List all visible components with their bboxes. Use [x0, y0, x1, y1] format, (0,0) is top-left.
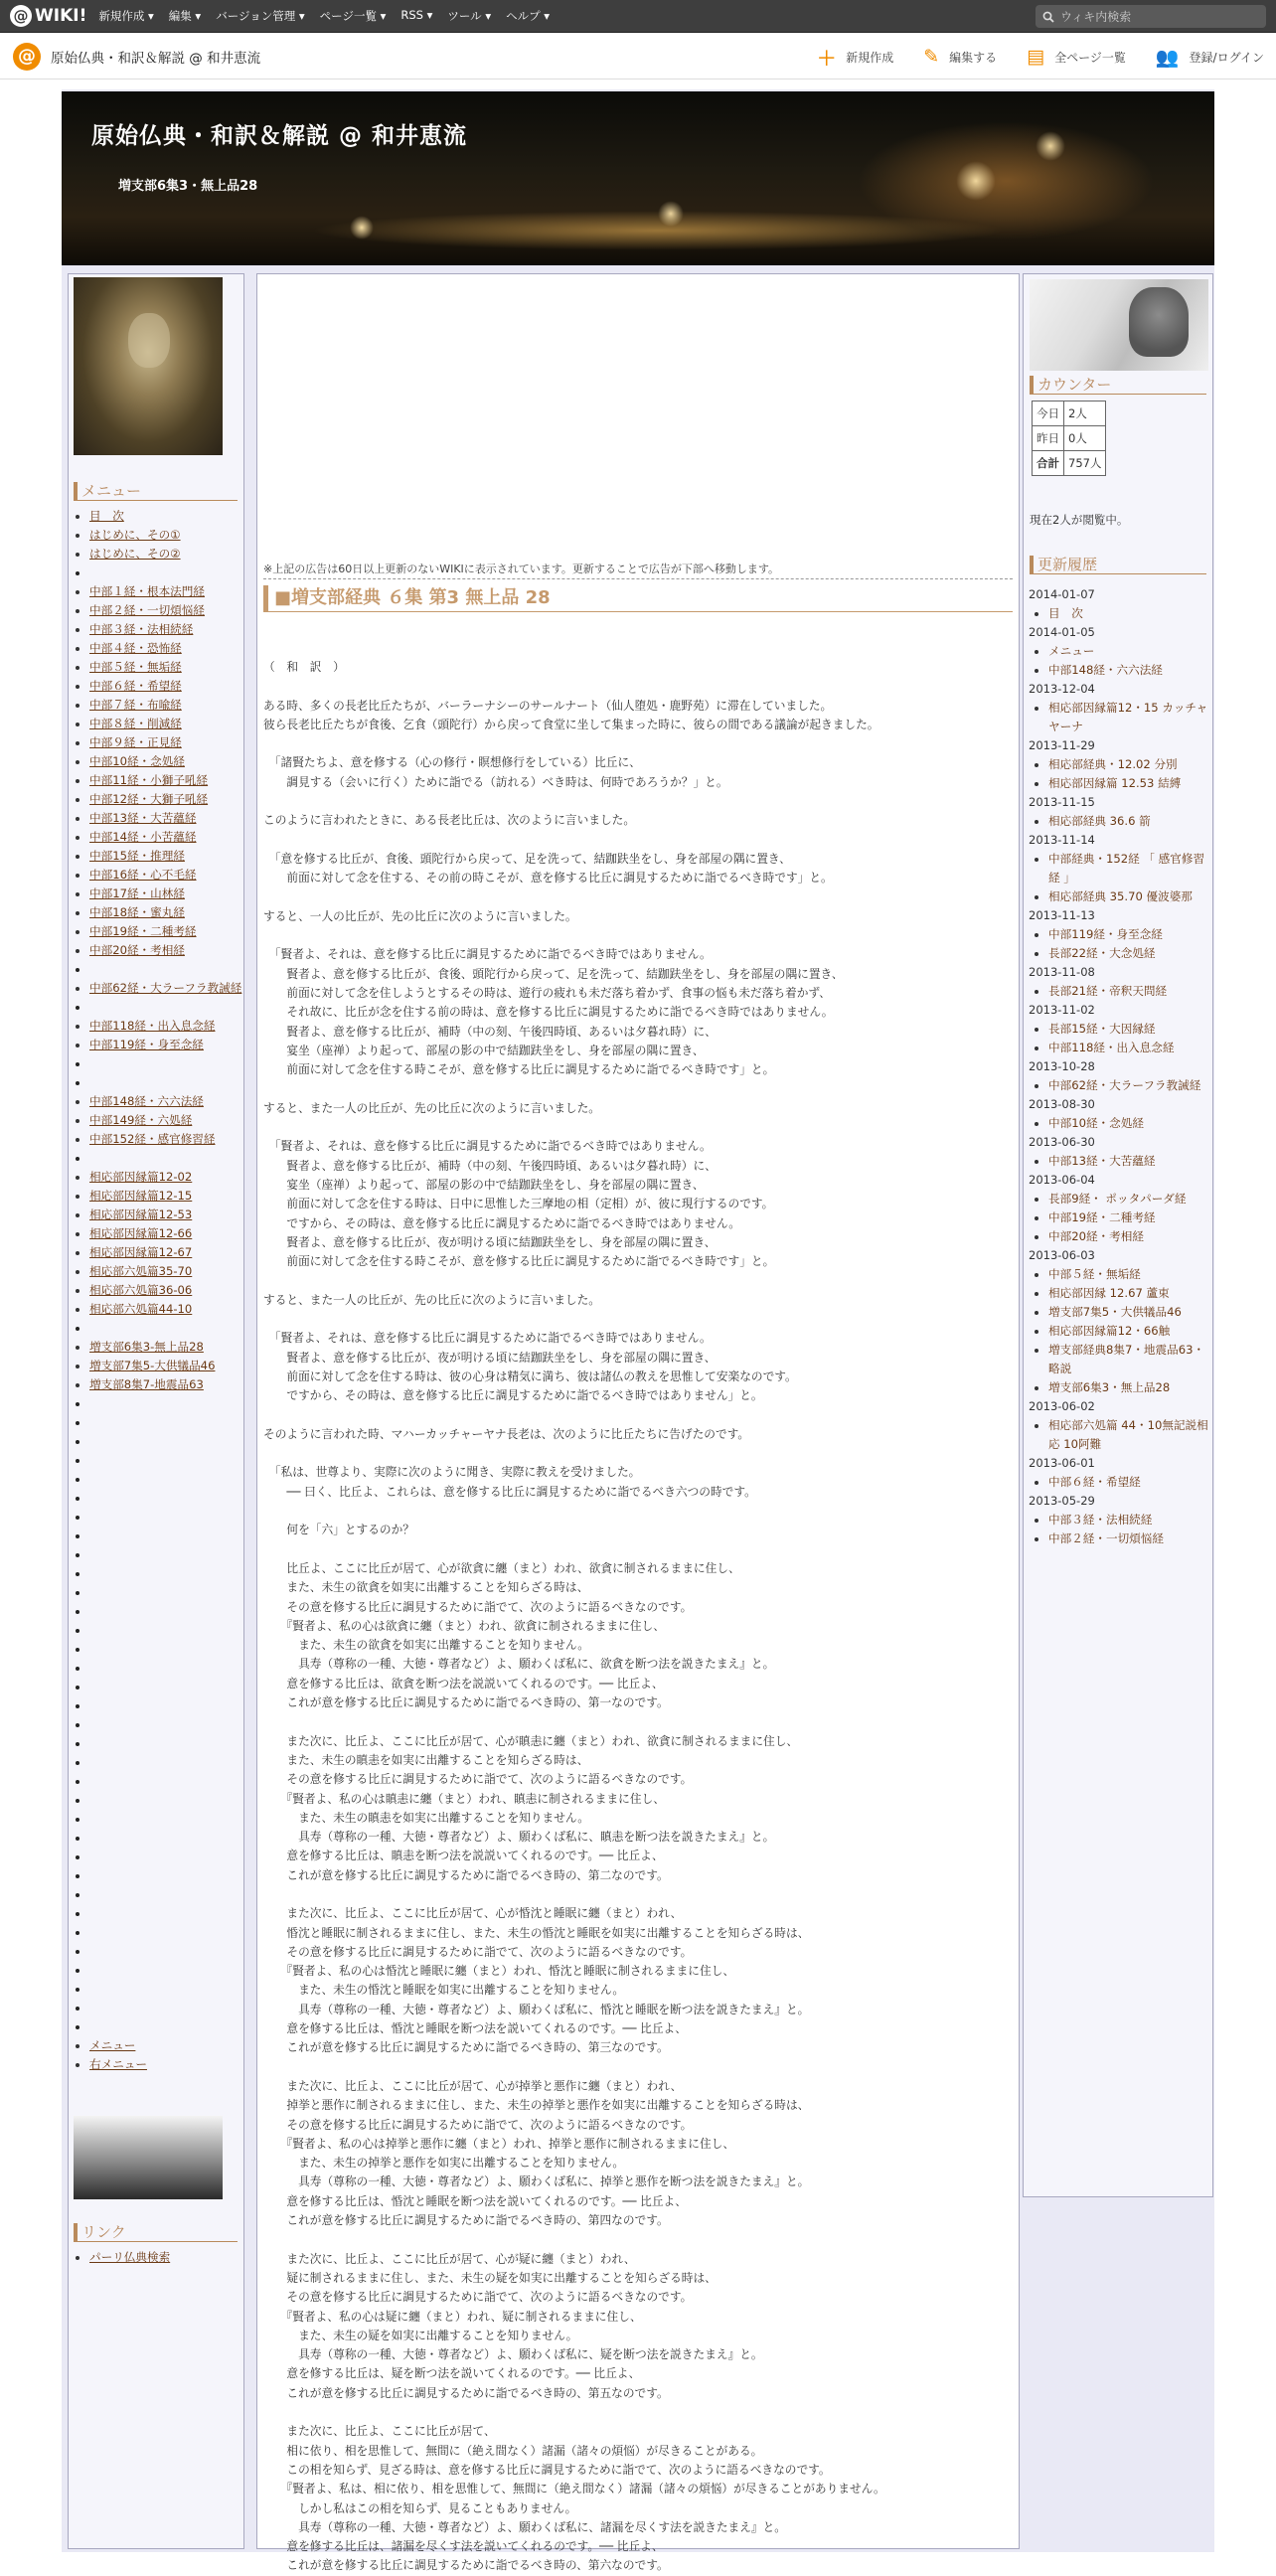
menu-item — [89, 1394, 243, 1413]
wiki-search — [1036, 5, 1266, 28]
banner-title[interactable]: 原始仏典・和訳＆解説 @ 和井恵流 — [91, 123, 468, 149]
menu-link[interactable]: 相応部六処篇35-70 — [89, 1264, 193, 1278]
history-date: 2013-05-29 — [1029, 1494, 1095, 1508]
menu-item — [89, 922, 243, 941]
menu-item — [89, 998, 243, 1017]
now-reading: 現在2人が閲覧中。 — [1030, 513, 1129, 527]
menu-link[interactable]: メニュー — [89, 2038, 136, 2052]
menu-item — [89, 2055, 243, 2074]
history-list — [1024, 699, 1212, 736]
all-pages-button[interactable] — [1027, 46, 1126, 68]
menu-item — [89, 1999, 243, 2017]
menu-link[interactable]: 目 次 — [89, 509, 124, 523]
history-date: 2013-08-30 — [1029, 1097, 1095, 1111]
history-date: 2013-11-02 — [1029, 1003, 1095, 1017]
history-link[interactable]: 相応部因縁篇 12.53 結縛 — [1048, 776, 1182, 790]
login-button[interactable] — [1156, 46, 1264, 69]
history-link[interactable]: 相応部経典 36.6 箭 — [1048, 814, 1151, 828]
menu-link[interactable]: 相応部因縁篇12-67 — [89, 1245, 193, 1259]
history-item — [1048, 1530, 1212, 1548]
buddha-image — [74, 277, 223, 455]
history-item — [1048, 1416, 1212, 1454]
new-page-button[interactable] — [817, 44, 893, 71]
counter-heading: カウンター — [1030, 376, 1206, 395]
update-history — [1024, 585, 1212, 1548]
menu-item — [89, 866, 243, 885]
plus-icon: ＋ — [817, 47, 837, 70]
menu-link[interactable]: 増支部8集7-地震品63 — [89, 1377, 204, 1391]
history-list — [1024, 925, 1212, 963]
history-item — [1048, 850, 1212, 887]
menu-item — [89, 752, 243, 771]
menu-link[interactable]: 中部11経・小獅子吼経 — [89, 773, 209, 787]
menu-item — [89, 1036, 243, 1054]
left-menu-list — [69, 507, 243, 2074]
history-item — [1048, 1322, 1212, 1341]
counter-label: 今日 — [1033, 402, 1064, 426]
menu-link[interactable]: 中部118経・出入息念経 — [89, 1019, 216, 1033]
counter-row — [1033, 402, 1106, 426]
history-item — [1048, 887, 1212, 906]
menu-link[interactable]: 中部９経・正見経 — [89, 735, 182, 749]
history-link[interactable]: 中部10経・念処経 — [1048, 1116, 1144, 1130]
menu-item — [89, 1734, 243, 1753]
menu-item — [89, 903, 243, 922]
history-link[interactable]: 相応部経典 35.70 優波婆那 — [1048, 889, 1193, 903]
history-list — [1024, 1265, 1212, 1397]
history-link[interactable]: 中部19経・二種考経 — [1048, 1210, 1156, 1224]
menu-link[interactable]: 相応部六処篇36-06 — [89, 1283, 193, 1297]
menu-link[interactable]: 相応部因縁篇12-66 — [89, 1226, 193, 1240]
history-item — [1048, 1114, 1212, 1133]
document-icon: ▤ — [1027, 46, 1045, 68]
menu-link[interactable]: 中部５経・無垢経 — [89, 660, 182, 674]
history-item — [1048, 925, 1212, 944]
history-list — [1024, 850, 1212, 906]
menu-item — [89, 1942, 243, 1961]
history-item — [1048, 1473, 1212, 1492]
menu-item — [89, 790, 243, 809]
menu-item — [89, 1791, 243, 1810]
menu-item — [89, 1300, 243, 1319]
banner-page-subtitle: 増支部6集3・無上品28 — [118, 179, 258, 194]
history-date: 2013-11-29 — [1029, 738, 1095, 752]
menu-item — [89, 1206, 243, 1224]
divider — [263, 578, 1013, 579]
link-pali-search[interactable]: パーリ仏典検索 — [89, 2250, 171, 2264]
right-sidebar — [1023, 273, 1213, 2197]
cat-image — [1030, 279, 1208, 371]
menu-item — [89, 1130, 243, 1149]
history-item — [1048, 1341, 1212, 1378]
history-link[interactable]: 中部13経・大苦蘊経 — [1048, 1154, 1156, 1168]
history-link[interactable]: 長部9経・ ポッタパーダ経 — [1048, 1192, 1187, 1206]
menu-item — [89, 1338, 243, 1357]
history-item — [1048, 1020, 1212, 1039]
history-link[interactable]: 中部５経・無垢経 — [1048, 1267, 1141, 1281]
history-list — [1024, 982, 1212, 1001]
history-link[interactable]: 中部経典・152経 「 感官修習経 」 — [1048, 852, 1205, 885]
history-item — [1048, 604, 1212, 623]
menu-item — [89, 1281, 243, 1300]
menu-link[interactable]: 中部８経・削減経 — [89, 717, 182, 730]
menu-item — [89, 715, 243, 733]
menu-link[interactable]: 中部１経・根本法門経 — [89, 584, 205, 598]
history-item — [1048, 1303, 1212, 1322]
history-list — [1024, 1473, 1212, 1492]
history-date: 2013-11-14 — [1029, 833, 1095, 847]
search-input[interactable] — [1060, 10, 1249, 24]
menu-link[interactable]: 中部６経・希望経 — [89, 679, 182, 693]
menu-item — [89, 1149, 243, 1168]
history-date: 2013-06-02 — [1029, 1399, 1095, 1413]
menu-item — [89, 1187, 243, 1206]
history-link[interactable]: 中部148経・六六法経 — [1048, 663, 1163, 677]
counter-row — [1033, 451, 1106, 476]
history-list — [1024, 755, 1212, 793]
history-item — [1048, 1039, 1212, 1057]
menu-item — [89, 1375, 243, 1394]
history-item — [1048, 642, 1212, 661]
history-date: 2013-10-28 — [1029, 1059, 1095, 1073]
menu-link[interactable]: 相応部因縁篇12-15 — [89, 1189, 193, 1203]
history-link[interactable]: 長部21経・帝釈天問経 — [1048, 984, 1168, 998]
left-sidebar — [68, 273, 244, 2549]
menu-link[interactable]: 中部18経・蜜丸経 — [89, 905, 185, 919]
counter-table — [1032, 401, 1106, 476]
menu-link[interactable]: 中部119経・身至念経 — [89, 1038, 204, 1051]
history-heading[interactable]: 更新履歴 — [1030, 556, 1206, 574]
menu-item — [89, 771, 243, 790]
menu-item — [89, 1357, 243, 1375]
menu-link[interactable]: 中部148経・六六法経 — [89, 1094, 204, 1108]
menu-link[interactable]: 中部12経・大獅子吼経 — [89, 792, 209, 806]
menu-item — [89, 1319, 243, 1338]
menu-item — [89, 733, 243, 752]
history-item — [1048, 944, 1212, 963]
nav-tools[interactable]: ツール ▾ — [447, 9, 492, 23]
menu-item — [89, 564, 243, 582]
menu-item — [89, 1753, 243, 1772]
menu-item — [89, 1640, 243, 1659]
menu-link[interactable]: 相応部因縁篇12-02 — [89, 1170, 193, 1184]
top-nav-menu — [98, 8, 564, 24]
menu-item — [89, 1885, 243, 1904]
history-list — [1024, 1416, 1212, 1454]
menu-item — [89, 1168, 243, 1187]
history-item — [1048, 1265, 1212, 1284]
menu-item — [89, 1451, 243, 1470]
menu-item — [89, 2017, 243, 2036]
history-date: 2013-11-13 — [1029, 908, 1095, 922]
history-item — [1048, 1284, 1212, 1303]
menu-link[interactable]: 増支部6集3-無上品28 — [89, 1340, 204, 1354]
menu-link[interactable]: 中部14経・小苦蘊経 — [89, 830, 197, 844]
history-item — [1048, 982, 1212, 1001]
history-item — [1048, 812, 1212, 831]
history-list — [1024, 812, 1212, 831]
history-link[interactable]: 長部22経・大念処経 — [1048, 946, 1156, 960]
menu-link[interactable]: はじめに、その② — [89, 547, 181, 561]
history-list — [1024, 1152, 1212, 1171]
edit-button[interactable] — [923, 46, 997, 68]
menu-item — [89, 809, 243, 828]
history-link[interactable]: 増支部7集5・大供犠品46 — [1048, 1305, 1182, 1319]
main-content — [256, 273, 1020, 2573]
history-list — [1024, 642, 1212, 680]
menu-link[interactable]: 中部152経・感官修習経 — [89, 1132, 216, 1146]
menu-item — [89, 677, 243, 696]
wiki-title-bar — [0, 34, 1276, 80]
links-list — [69, 2248, 243, 2267]
menu-item — [89, 526, 243, 545]
nav-new[interactable]: 新規作成 ▾ — [98, 9, 154, 23]
history-link[interactable]: 中部119経・身至念経 — [1048, 927, 1163, 941]
menu-link[interactable]: 中部149経・六処経 — [89, 1113, 193, 1127]
menu-item — [89, 1054, 243, 1073]
history-item — [1048, 774, 1212, 793]
menu-item — [89, 507, 243, 526]
menu-item — [89, 1545, 243, 1564]
history-date: 2013-11-08 — [1029, 965, 1095, 979]
top-navbar — [0, 0, 1276, 33]
login-label: 登録/ログイン — [1189, 50, 1264, 65]
wiki-at-logo-icon[interactable]: @ — [13, 43, 41, 71]
history-link[interactable]: 中部62経・大ラーフラ教誡経 — [1048, 1078, 1201, 1092]
menu-item — [89, 1432, 243, 1451]
history-link[interactable]: 長部15経・大因縁経 — [1048, 1022, 1156, 1036]
menu-link[interactable]: 中部13経・大苦蘊経 — [89, 811, 197, 825]
all-pages-label: 全ページ一覧 — [1054, 50, 1126, 65]
menu-item — [89, 1904, 243, 1923]
history-date: 2013-06-30 — [1029, 1135, 1095, 1149]
wiki-logo-text: WIKI! — [35, 6, 87, 26]
menu-item — [89, 828, 243, 847]
history-date: 2013-11-15 — [1029, 795, 1095, 809]
history-item — [1048, 1208, 1212, 1227]
menu-item — [89, 1017, 243, 1036]
history-item — [1048, 1511, 1212, 1530]
menu-item — [89, 1678, 243, 1696]
menu-link[interactable]: 中部７経・布喩経 — [89, 698, 182, 712]
history-item — [1048, 1227, 1212, 1246]
menu-link[interactable]: はじめに、その① — [89, 528, 181, 542]
history-date: 2013-06-03 — [1029, 1248, 1095, 1262]
history-date: 2014-01-05 — [1029, 625, 1095, 639]
history-item — [1048, 1076, 1212, 1095]
menu-heading: メニュー — [74, 482, 238, 501]
history-link[interactable]: 相応部因縁 12.67 蘆束 — [1048, 1286, 1170, 1300]
counter-value: 0人 — [1064, 426, 1106, 451]
menu-link[interactable]: 右メニュー — [89, 2057, 147, 2071]
menu-item — [89, 2036, 243, 2055]
menu-item — [89, 1413, 243, 1432]
menu-item — [89, 639, 243, 658]
history-list — [1024, 1020, 1212, 1057]
menu-link[interactable]: 中部15経・推理経 — [89, 849, 185, 863]
menu-item — [89, 1829, 243, 1848]
landscape-image — [74, 2116, 223, 2199]
history-date: 2013-06-04 — [1029, 1173, 1095, 1187]
menu-item — [89, 658, 243, 677]
counter-value: 757人 — [1064, 451, 1106, 476]
menu-item — [89, 847, 243, 866]
menu-item — [89, 1073, 243, 1092]
menu-link[interactable]: 中部10経・念処経 — [89, 754, 185, 768]
counter-label: 昨日 — [1033, 426, 1064, 451]
history-link[interactable]: 増支部経典8集7・地震品63・略説 — [1048, 1343, 1205, 1375]
history-link[interactable]: 相応部因縁篇12・15 カッチャヤーナ — [1048, 701, 1208, 733]
history-list — [1024, 604, 1212, 623]
wiki-site-title[interactable]: 原始仏典・和訳＆解説 @ 和井恵流 — [51, 50, 261, 67]
menu-item — [89, 1980, 243, 1999]
menu-item — [89, 1715, 243, 1734]
site-header-banner — [62, 91, 1214, 265]
page-frame — [62, 89, 1214, 2573]
menu-item — [89, 1564, 243, 1583]
menu-item — [89, 1111, 243, 1130]
menu-link[interactable]: 中部４経・恐怖経 — [89, 641, 182, 655]
menu-item — [89, 545, 243, 564]
counter-row — [1033, 426, 1106, 451]
menu-item — [89, 1092, 243, 1111]
nav-rss[interactable]: RSS ▾ — [400, 8, 433, 22]
menu-link[interactable]: 中部62経・大ラーフラ教誡経 — [89, 981, 242, 995]
menu-item — [89, 620, 243, 639]
menu-item — [89, 960, 243, 979]
menu-item — [89, 1866, 243, 1885]
history-date: 2013-06-01 — [1029, 1456, 1095, 1470]
nav-page-list[interactable]: ページ一覧 ▾ — [319, 9, 387, 23]
history-link[interactable]: 中部20経・考相経 — [1048, 1229, 1144, 1243]
history-link[interactable]: 中部118経・出入息念経 — [1048, 1041, 1175, 1054]
history-link[interactable]: 相応部経典・12.02 分別 — [1048, 757, 1178, 771]
history-list — [1024, 1076, 1212, 1095]
menu-item — [89, 885, 243, 903]
history-item — [1048, 755, 1212, 774]
history-link[interactable]: 中部２経・一切煩悩経 — [1048, 1531, 1164, 1545]
history-list — [1024, 1114, 1212, 1133]
menu-item — [89, 1696, 243, 1715]
history-list — [1024, 1511, 1212, 1548]
nav-version[interactable]: バージョン管理 ▾ — [216, 9, 305, 23]
page-title: ■増支部経典 ６集 第3 無上品 28 — [263, 585, 1013, 612]
menu-link[interactable]: 中部３経・法相続経 — [89, 622, 194, 636]
menu-item — [89, 1527, 243, 1545]
counter-label: 合計 — [1033, 451, 1064, 476]
at-icon: @ — [10, 5, 32, 27]
menu-item — [89, 582, 243, 601]
history-link[interactable]: メニュー — [1048, 644, 1095, 658]
menu-link[interactable]: 中部16経・心不毛経 — [89, 868, 197, 882]
new-page-label: 新規作成 — [846, 50, 894, 65]
menu-item — [89, 1470, 243, 1489]
wiki-logo[interactable] — [10, 0, 86, 33]
wiki-actions — [787, 34, 1264, 80]
menu-item — [89, 1508, 243, 1527]
history-item — [1048, 1378, 1212, 1397]
menu-item — [89, 1224, 243, 1243]
history-link[interactable]: 相応部六処篇 44・10無記説相応 10阿難 — [1048, 1418, 1208, 1451]
menu-item — [89, 1602, 243, 1621]
history-item — [1048, 1190, 1212, 1208]
nav-help[interactable]: ヘルプ ▾ — [506, 9, 551, 23]
edit-label: 編集する — [949, 50, 998, 65]
menu-item — [89, 1923, 243, 1942]
nav-edit[interactable]: 編集 ▾ — [168, 9, 202, 23]
history-date: 2013-12-04 — [1029, 682, 1095, 696]
menu-item — [89, 941, 243, 960]
menu-item — [89, 696, 243, 715]
menu-item — [89, 1961, 243, 1980]
menu-item — [89, 1810, 243, 1829]
search-icon — [1042, 11, 1054, 23]
menu-item — [89, 601, 243, 620]
menu-item — [89, 1772, 243, 1791]
ad-space — [257, 274, 1019, 563]
history-link[interactable]: 増支部6集3・無上品28 — [1048, 1380, 1171, 1394]
history-link[interactable]: 中部３経・法相続経 — [1048, 1513, 1153, 1527]
translation-text: （ 和 訳 ） ある時、多くの長老比丘たちが、バーラーナシーのサールナート（仙人堕処・鹿野苑）に滞在していました。 彼ら長老比丘たちが食後、乞食（頭陀行）から戻って食堂に坐して集まった時に、彼らの間である議論が起きました。 「諸賢たちよ、意を修する（心の修行・瞑想修行をしている）比丘に、 調見する（会いに行く）ために詣でる（訪れる）べき時は、何時であろうか？」と。 このように言われたときに、ある長老比丘は、次のように言いました。 「意を修する比丘が、食後、頭陀行から戻って、足を洗って、結跏趺坐をし、身を部屋の隅に置き、 前面に対して念を住する、その前の時こそが、意を修する比丘に調見するために詣でるべき時です」と。 すると、一人の比丘が、先の比丘に次のように言いました。 「賢者よ、それは、意を修する比丘に調見するために詣でるべき時ではありません。 賢者よ、意を修する比丘が、食後、頭陀行から戻って、足を洗って、結跏趺坐をし、身を部屋の隅に置き、 前面に対して念を住しようとするその時は、遊行の疲れも未だ落ち着かず、食事の悩も未だ落ち着かず、 それ故に、比丘が念を住する前の時は、意を修する比丘に調見するために詣でるべき時ではありません。 賢者よ、意を修する比丘が、補時（中の刻、午後四時頃、あるいは夕暮れ時）に、 宴坐（座禅）より起って、部屋の影の中で結跏趺坐をし、身を部屋の隅に置き、 前面に対して念を住する時こそが、意を修する比丘に調見するために詣でるべき時です」と。 すると、また一人の比丘が、先の比丘に次のように言いました。 「賢者よ、それは、意を修する比丘に調見するために詣でるべき時ではありません。 賢者よ、意を修する比丘が、補時（中の刻、午後四時頃、あるいは夕暮れ時）に、 宴坐（座禅）より起って、部屋の影の中で結跏趺坐をし、身を部屋の隅に置き、 前面に対して念を住する時は、日中に思惟した三摩地の相（定相）が、彼に現行するのです。 ですから、その時は、意を修する比丘に調見するために詣でるべき時ではありません。 賢者よ、意を修する比丘が、夜が明ける頃に結跏趺坐をし、身を部屋の隅に置き、 前面に対して念を住する時こそが、意を修する比丘に調見するために詣でるべき時です」と。 すると、また一人の比丘が、先の比丘に次のように言いました。 「賢者よ、それは、意を修する比丘に調見するために詣でるべき時ではありません。 賢者よ、意を修する比丘が、夜が明ける頃に結跏趺坐をし、身を部屋の隅に置き、 前面に対して念を住する時は、彼の心身は精気に満ち、彼は諸仏の教えを思惟して安楽なのです。 ですから、その時は、意を修する比丘に調見するために詣でるべき時ではありません」と。 そのように言われた時、マハーカッチャーヤナ長老は、次のように比丘たちに告げたのです。 「私は、世尊より、実際に次のように聞き、実際に教えを受けました。 ── 曰く、比丘よ、これらは、意を修する比丘に調見するために詣でるべき六つの時です。 何を「六」とするのか？ 比丘よ、ここに比丘が居て、心が欲貪に纏（まと）われ、欲貪に制されるままに住し、 また、未生の欲貪を如実に出離することを知らざる時は、 その意を修する比丘に調見するために詣でて、次のように語るべきなのです。 『賢者よ、私の心は欲貪に纏（まと）われ、欲貪に制されるままに住し、 また、未生の欲貪を如実に出離することを知りません。 具寿（尊称の一種、大徳・尊者など）よ、願わくば私に、欲貪を断つ法を説きたまえ』と。 意を修する比丘は、欲貪を断つ法を説説いてくれるのです。── 比丘よ、 これが意を修する比丘に調見するために詣でるべき時の、第一なのです。 また次に、比丘よ、ここに比丘が居て、心が瞋恚に纏（まと）われ、欲貪に制されるままに住し、 また、未生の瞋恚を如実に出離することを知らざる時は、 その意を修する比丘に調見するために詣でて、次のように語るべきなのです。 『賢者よ、私の心は瞋恚に纏（まと）われ、瞋恚に制されるままに住し、 また、未生の瞋恚を如実に出離することを知りません。 具寿（尊称の一種、大徳・尊者など）よ、願わくば私に、瞋恚を断つ法を説きたまえ』と。 意を修する比丘は、瞋恚を断つ法を説説いてくれるのです。── 比丘よ、 これが意を修する比丘に調見するために詣でるべき時の、第二なのです。 また次に、比丘よ、ここに比丘が居て、心が惛沈と睡眠に纏（まと）われ、 惛沈と睡眠に制されるままに住し、また、未生の惛沈と睡眠を如実に出離することを知らざる時は、 その意を修する比丘に調見するために詣でて、次のように語るべきなのです。 『賢者よ、私の心は惛沈と睡眠に纏（まと）われ、惛沈と睡眠に制されるままに住し、 また、未生の惛沈と睡眠を如実に出離することを知りません。 具寿（尊称の一種、大徳・尊者など）よ、願わくば私に、惛沈と睡眠を断つ法を説きたまえ』と。 意を修する比丘は、惛沈と睡眠を断つ法を説いてくれるのです。── 比丘よ、 これが意を修する比丘に調見するために詣でるべき時の、第三なのです。 また次に、比丘よ、ここに比丘が居て、心が掉挙と悪作に纏（まと）われ、 掉挙と悪作に制されるままに住し、また、未生の掉挙と悪作を如実に出離することを知らざる時は、 その意を修する比丘に調見するために詣でて、次のように語るべきなのです。 『賢者よ、私の心は掉挙と悪作に纏（まと）われ、掉挙と悪作に制されるままに住し、 また、未生の掉挙と悪作を如実に出離することを知りません。 具寿（尊称の一種、大徳・尊者など）よ、願わくば私に、掉挙と悪作を断つ法を説きたまえ』と。 意を修する比丘は、惛沈と睡眠を断つ法を説いてくれるのです。── 比丘よ、 これが意を修する比丘に調見するために詣でるべき時の、第四なのです。 また次に、比丘よ、ここに比丘が居て、心が疑に纏（まと）われ、 疑に制されるままに住し、また、未生の疑を如実に出離することを知らざる時は、 その意を修する比丘に調見するために詣でて、次のように語るべきなのです。 『賢者よ、私の心は疑に纏（まと）われ、疑に制されるままに住し、 また、未生の疑を如実に出離することを知りません。 具寿（尊称の一種、大徳・尊者など）よ、願わくば私に、疑を断つ法を説きたまえ』と。 意を修する比丘は、疑を断つ法を説いてくれるのです。── 比丘よ、 これが意を修する比丘に調見するために詣でるべき時の、第五なのです。 また次に、比丘よ、ここに比丘が居て、 相に依り、相を思惟して、無間に（絶え間なく）諸漏（諸々の煩悩）が尽きることがある。 この相を知らず、見ざる時は、意を修する比丘に調見するために詣でて、次のように語るべきなのです。 『賢者よ、私は、相に依り、相を思惟して、無間に（絶え間なく）諸漏（諸々の煩悩）が尽きることがありません。 しかし私はこの相を知らず、見ることもありません。 具寿（尊称の一種、大徳・尊者など）よ、願わくば私に、諸漏を尽くす法を説きたまえ』と。 意を修する比丘は、諸漏を尽くす法を説いてくれるのです。── 比丘よ、 これが意を修する比丘に調見するために詣でるべき時の、第六なのです。 — [263, 660, 885, 2573]
menu-link[interactable]: 中部20経・考相経 — [89, 943, 185, 957]
menu-item — [89, 1848, 243, 1866]
menu-item — [89, 1243, 243, 1262]
pencil-icon: ✎ — [923, 46, 940, 68]
menu-item — [89, 979, 243, 998]
links-heading: リンク — [74, 2223, 238, 2242]
menu-item — [89, 1489, 243, 1508]
history-item — [1048, 1152, 1212, 1171]
menu-item — [89, 1621, 243, 1640]
history-list — [1024, 1190, 1212, 1246]
menu-link[interactable]: 相応部因縁篇12-53 — [89, 1208, 193, 1221]
history-link[interactable]: 相応部因縁篇12・66触 — [1048, 1324, 1171, 1338]
menu-link[interactable]: 中部19経・二種考経 — [89, 924, 197, 938]
menu-link[interactable]: 中部17経・山林経 — [89, 886, 185, 900]
menu-link[interactable]: 中部２経・一切煩悩経 — [89, 603, 205, 617]
menu-item — [89, 1262, 243, 1281]
history-link[interactable]: 中部６経・希望経 — [1048, 1475, 1141, 1489]
counter-value: 2人 — [1064, 402, 1106, 426]
menu-link[interactable]: 増支部7集5-大供犠品46 — [89, 1359, 216, 1372]
ad-notice: ※上記の広告は60日以上更新のないWIKIに表示されています。更新することで広告が下部へ移動します。 — [263, 563, 780, 575]
history-link[interactable]: 目 次 — [1048, 606, 1083, 620]
users-icon: 👥 — [1155, 46, 1180, 69]
menu-item — [89, 1583, 243, 1602]
menu-item — [89, 1659, 243, 1678]
menu-link[interactable]: 相応部六処篇44-10 — [89, 1302, 193, 1316]
history-date: 2014-01-07 — [1029, 587, 1095, 601]
history-item — [1048, 661, 1212, 680]
history-item — [1048, 699, 1212, 736]
